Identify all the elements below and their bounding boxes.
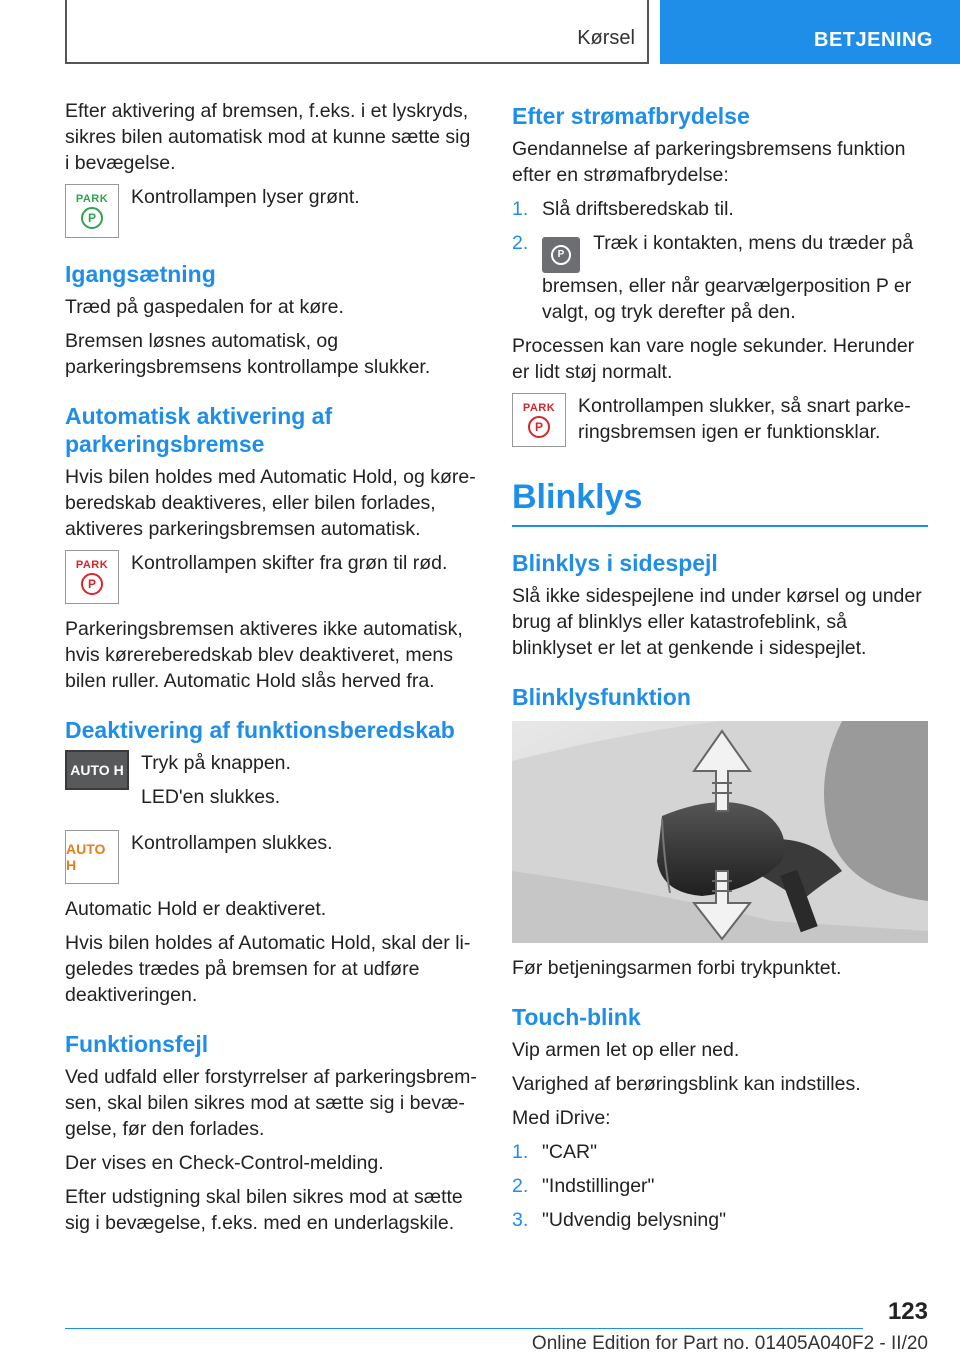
list-item: 2. "Indstillinger" xyxy=(512,1175,655,1197)
indicator-text: Kontrollampen lyser grønt. xyxy=(131,186,360,208)
paragraph: Varighed af berøringsblink kan indstilles. xyxy=(512,1073,861,1095)
steps-list xyxy=(512,196,928,325)
instruction-text: Tryk på knappen. xyxy=(141,752,291,774)
idrive-steps-list xyxy=(512,1139,928,1233)
chapter-heading-blinklys: Blinklys xyxy=(512,475,928,527)
parking-brake-switch-icon: P xyxy=(542,237,580,273)
park-red-icon: PARK P xyxy=(65,550,119,604)
park-green-icon: PARK P xyxy=(65,184,119,238)
paragraph: Efter aktivering af bremsen, f.eks. i et lyskryds, sikres bilen automatisk mod at kunne sætte sig i bevægelse. xyxy=(65,100,471,174)
auto-hold-indicator-icon: AUTO H xyxy=(65,830,119,884)
paragraph: Træd på gaspedalen for at køre. xyxy=(65,296,344,318)
paragraph: Bremsen løsnes automatisk, og parkeringsbremsens kontrollampe slukker. xyxy=(65,330,431,378)
indicator-row-red xyxy=(65,550,477,604)
header-chapter-tab[interactable] xyxy=(660,0,960,64)
auto-hold-indicator-row xyxy=(65,830,477,884)
paragraph: Gendannelse af parkeringsbremsens funktion efter en strømafbrydelse: xyxy=(512,138,906,186)
header-section-title: Kørsel xyxy=(577,27,635,49)
instruction-text: LED'en slukkes. xyxy=(141,786,281,808)
indicator-row-green xyxy=(65,184,477,238)
auto-hold-button-icon: AUTO H xyxy=(65,750,129,790)
heading-efter-stroemafbrydelse: Efter strømafbrydelse xyxy=(512,103,750,129)
indicator-text: Kontrollampen skifter fra grøn til rød. xyxy=(131,552,448,574)
indicator-text: Kontrollampen slukkes. xyxy=(131,832,333,854)
turn-signal-lever-drawing xyxy=(512,721,928,943)
heading-deaktivering: Deaktivering af funktionsberedskab xyxy=(65,717,455,743)
heading-blinklys-sidespejl: Blinklys i sidespejl xyxy=(512,550,718,576)
paragraph: Automatic Hold er deaktiveret. xyxy=(65,898,327,920)
left-column xyxy=(65,98,477,1244)
list-item: 3. "Udvendig belysning" xyxy=(512,1209,727,1231)
heading-auto-aktivering: Automatisk aktivering af parkeringsbremse xyxy=(65,403,333,457)
paragraph: Der vises en Check-Control-melding. xyxy=(65,1152,384,1174)
auto-hold-button-row xyxy=(65,750,477,818)
list-item: 1. Slå driftsberedskab til. xyxy=(512,198,734,220)
header-section-box xyxy=(65,0,649,64)
page-number: 123 xyxy=(887,1298,928,1325)
paragraph: Vip armen let op eller ned. xyxy=(512,1039,740,1061)
paragraph: Med iDrive: xyxy=(512,1107,611,1129)
heading-touch-blink: Touch-blink xyxy=(512,1004,641,1030)
heading-blinklysfunktion: Blinklysfunktion xyxy=(512,684,691,710)
paragraph: Efter udstigning skal bilen sikres mod at sætte sig i bevægelse, f.eks. med en underlagskile. xyxy=(65,1186,463,1234)
indicator-row-red xyxy=(512,393,928,453)
footer-divider xyxy=(65,1328,863,1329)
figure-caption: Før betjeningsarmen forbi trykpunktet. xyxy=(512,957,842,979)
footer-edition-text: Online Edition for Part no. 01405A040F2 - II/20 xyxy=(531,1333,928,1354)
header-chapter-title: BETJENING xyxy=(814,29,933,51)
indicator-text: Kontrollampen slukker, så snart parkeringsbremsen igen er funktionsklar. xyxy=(578,395,911,443)
paragraph: Slå ikke sidespejlene ind under kørsel og under brug af blinklys eller katastrofeblink, så blinklyset er let at genkende i sidespejlet. xyxy=(512,585,922,659)
paragraph: Processen kan vare nogle sekunder. Herunder er lidt støj normalt. xyxy=(512,335,915,383)
turn-signal-lever-illustration xyxy=(512,721,928,943)
list-item: 2. P Træk i kontakten, mens du træder på bremsen, eller når gearvælgerposition P er valgt, og tryk derefter på den. xyxy=(512,232,914,323)
paragraph: Hvis bilen holdes af Automatic Hold, skal der ligeledes trædes på bremsen for at udføre deaktiveringen. xyxy=(65,932,471,1006)
paragraph: Hvis bilen holdes med Automatic Hold, og køreberedskab deaktiveres, eller bilen forlades, aktiveres parkeringsbremsen automatisk. xyxy=(65,466,476,540)
heading-igangsaetning: Igangsætning xyxy=(65,261,216,287)
paragraph: Parkeringsbremsen aktiveres ikke automatisk, hvis kørereberedskab blev deaktiveret, mens bilen ruller. Automatic Hold slås herved fra. xyxy=(65,618,463,692)
list-item: 1. "CAR" xyxy=(512,1141,598,1163)
right-column xyxy=(512,98,928,1241)
heading-funktionsfejl: Funktionsfejl xyxy=(65,1031,209,1057)
paragraph: Ved udfald eller forstyrrelser af parkeringsbremsen, skal bilen sikres mod at sætte sig i bevægelse, før den forlades. xyxy=(65,1066,477,1140)
park-red-icon: PARK P xyxy=(512,393,566,447)
